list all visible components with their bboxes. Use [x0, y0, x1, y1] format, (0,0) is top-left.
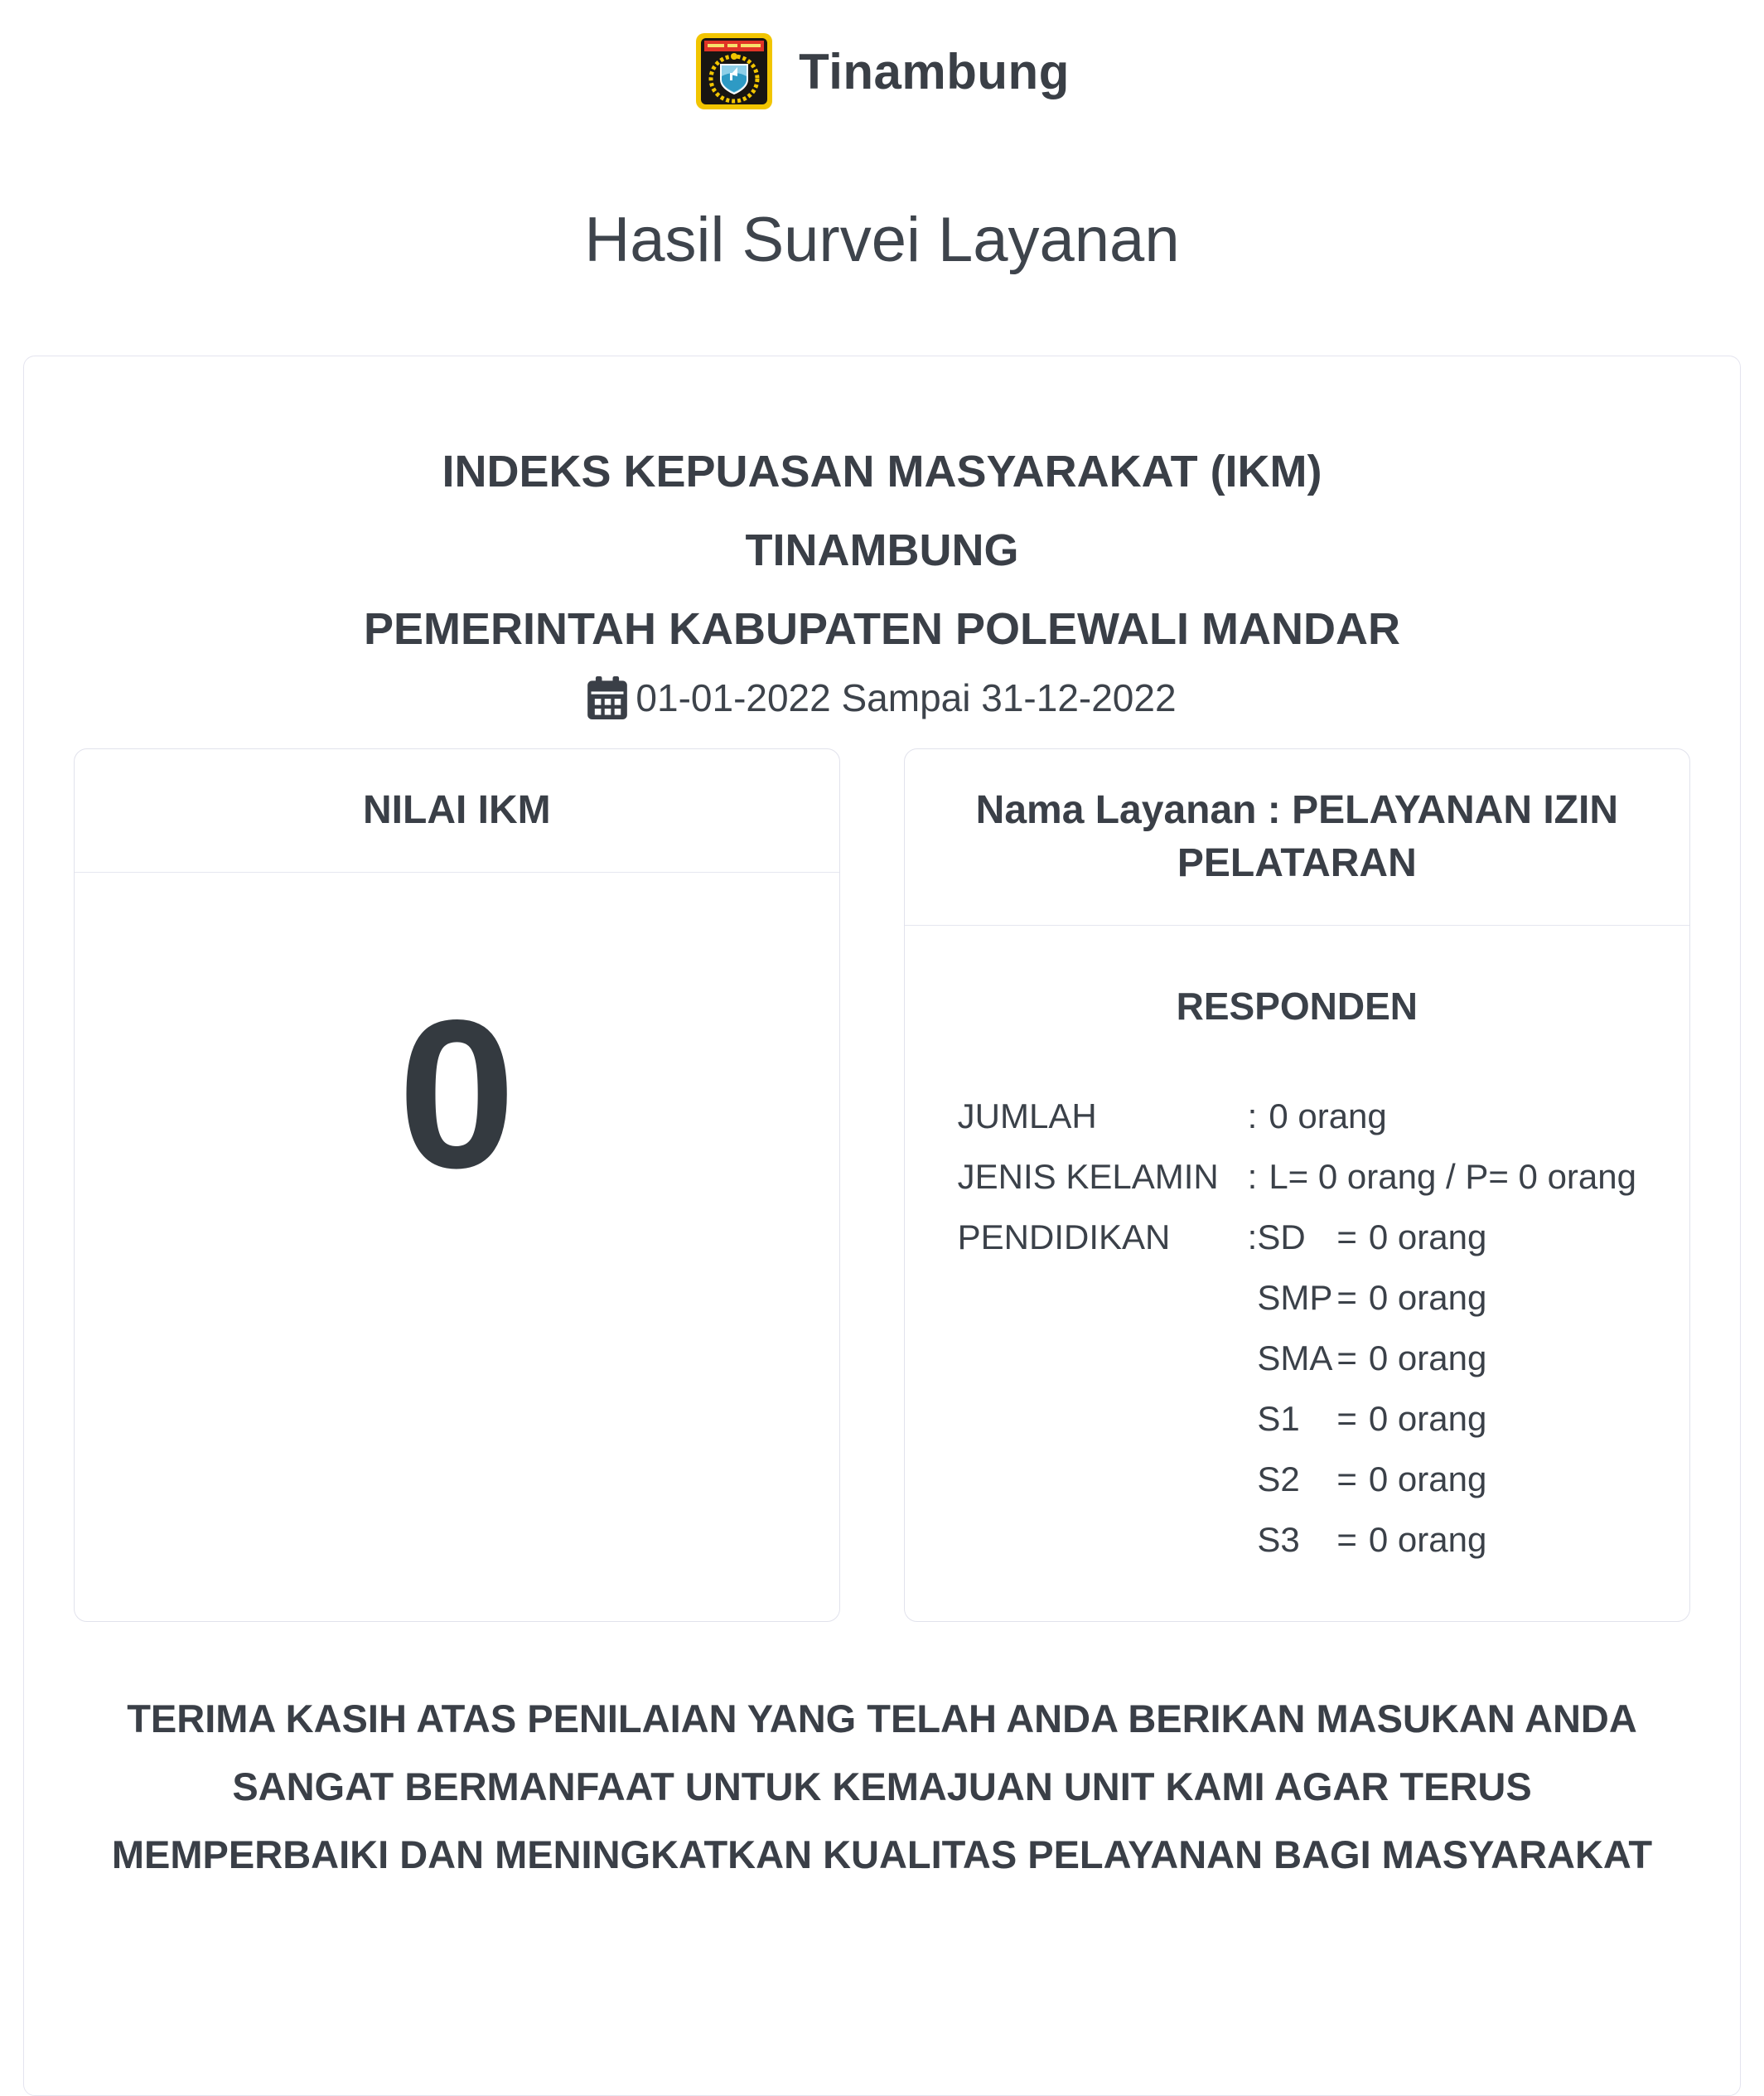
layanan-body	[905, 926, 1689, 1621]
level-eq: =	[1336, 1278, 1357, 1317]
report-period-text: 01-01-2022 Sampai 31-12-2022	[636, 676, 1177, 719]
row-label: JENIS KELAMIN	[957, 1157, 1219, 1196]
pendidikan-level-row	[1257, 1328, 1486, 1388]
report-period	[74, 675, 1690, 720]
pendidikan-level-row	[1257, 1509, 1486, 1570]
thank-you-line: TERIMA KASIH ATAS PENILAIAN YANG TELAH ANDA BERIKAN MASUKAN ANDA	[127, 1697, 1637, 1740]
page-title: Hasil Survei Layanan	[584, 205, 1180, 275]
pendidikan-level-row	[1257, 1449, 1486, 1509]
nilai-ikm-value: 0	[398, 976, 516, 1213]
kabupaten-emblem-icon	[694, 31, 774, 111]
report-heading-line: PEMERINTAH KABUPATEN POLEWALI MANDAR	[364, 604, 1400, 654]
calendar-icon	[587, 676, 627, 719]
pendidikan-levels	[1257, 1207, 1486, 1570]
level-eq: =	[1336, 1338, 1357, 1377]
level-value: 0 orang	[1368, 1399, 1487, 1438]
responden-row-jenis-kelamin	[958, 1146, 1636, 1207]
level-value: 0 orang	[1368, 1520, 1487, 1559]
level-name: SMP	[1257, 1278, 1333, 1317]
pendidikan-level-row	[1257, 1267, 1486, 1328]
level-eq: =	[1336, 1459, 1357, 1498]
level-name: SD	[1257, 1217, 1306, 1256]
pendidikan-level-row	[1257, 1388, 1486, 1449]
responden-row-pendidikan	[958, 1207, 1636, 1570]
brand-name: Tinambung	[799, 43, 1070, 99]
thank-you-message	[74, 1685, 1690, 1889]
page-header	[0, 0, 1764, 111]
row-value: L= 0 orang / P= 0 orang	[1269, 1157, 1636, 1196]
layanan-header: Nama Layanan : PELAYANAN IZIN PELATARAN	[905, 749, 1689, 926]
survey-result-card	[23, 356, 1741, 2096]
row-value: 0 orang	[1269, 1096, 1387, 1135]
nilai-ikm-card	[74, 748, 840, 1622]
report-heading-line: INDEKS KEPUASAN MASYARAKAT (IKM)	[442, 447, 1322, 496]
level-value: 0 orang	[1368, 1459, 1487, 1498]
level-name: SMA	[1257, 1338, 1333, 1377]
level-name: S2	[1257, 1459, 1300, 1498]
layanan-card	[904, 748, 1690, 1622]
level-eq: =	[1336, 1520, 1357, 1559]
level-value: 0 orang	[1368, 1278, 1487, 1317]
report-heading	[74, 433, 1690, 669]
row-colon: :	[1247, 1157, 1258, 1196]
row-colon: :	[1247, 1217, 1258, 1256]
row-label: JUMLAH	[957, 1096, 1097, 1135]
row-colon: :	[1247, 1096, 1258, 1135]
nilai-ikm-header: NILAI IKM	[75, 749, 839, 873]
thank-you-line: SANGAT BERMANFAAT UNTUK KEMAJUAN UNIT KAMI AGAR TERUS	[232, 1764, 1532, 1808]
level-name: S1	[1257, 1399, 1300, 1438]
nilai-ikm-body	[75, 873, 839, 1621]
row-label: PENDIDIKAN	[957, 1217, 1171, 1256]
report-heading-line: TINAMBUNG	[745, 525, 1019, 575]
cards-row	[74, 748, 1690, 1622]
level-value: 0 orang	[1368, 1217, 1487, 1256]
pendidikan-level-row	[1257, 1207, 1486, 1267]
level-value: 0 orang	[1368, 1338, 1487, 1377]
responden-title: RESPONDEN	[1176, 985, 1418, 1028]
level-eq: =	[1336, 1217, 1357, 1256]
responden-row-jumlah	[958, 1086, 1636, 1146]
thank-you-line: MEMPERBAIKI DAN MENINGKATKAN KUALITAS PELAYANAN BAGI MASYARAKAT	[111, 1832, 1653, 1876]
level-name: S3	[1257, 1520, 1300, 1559]
level-eq: =	[1336, 1399, 1357, 1438]
